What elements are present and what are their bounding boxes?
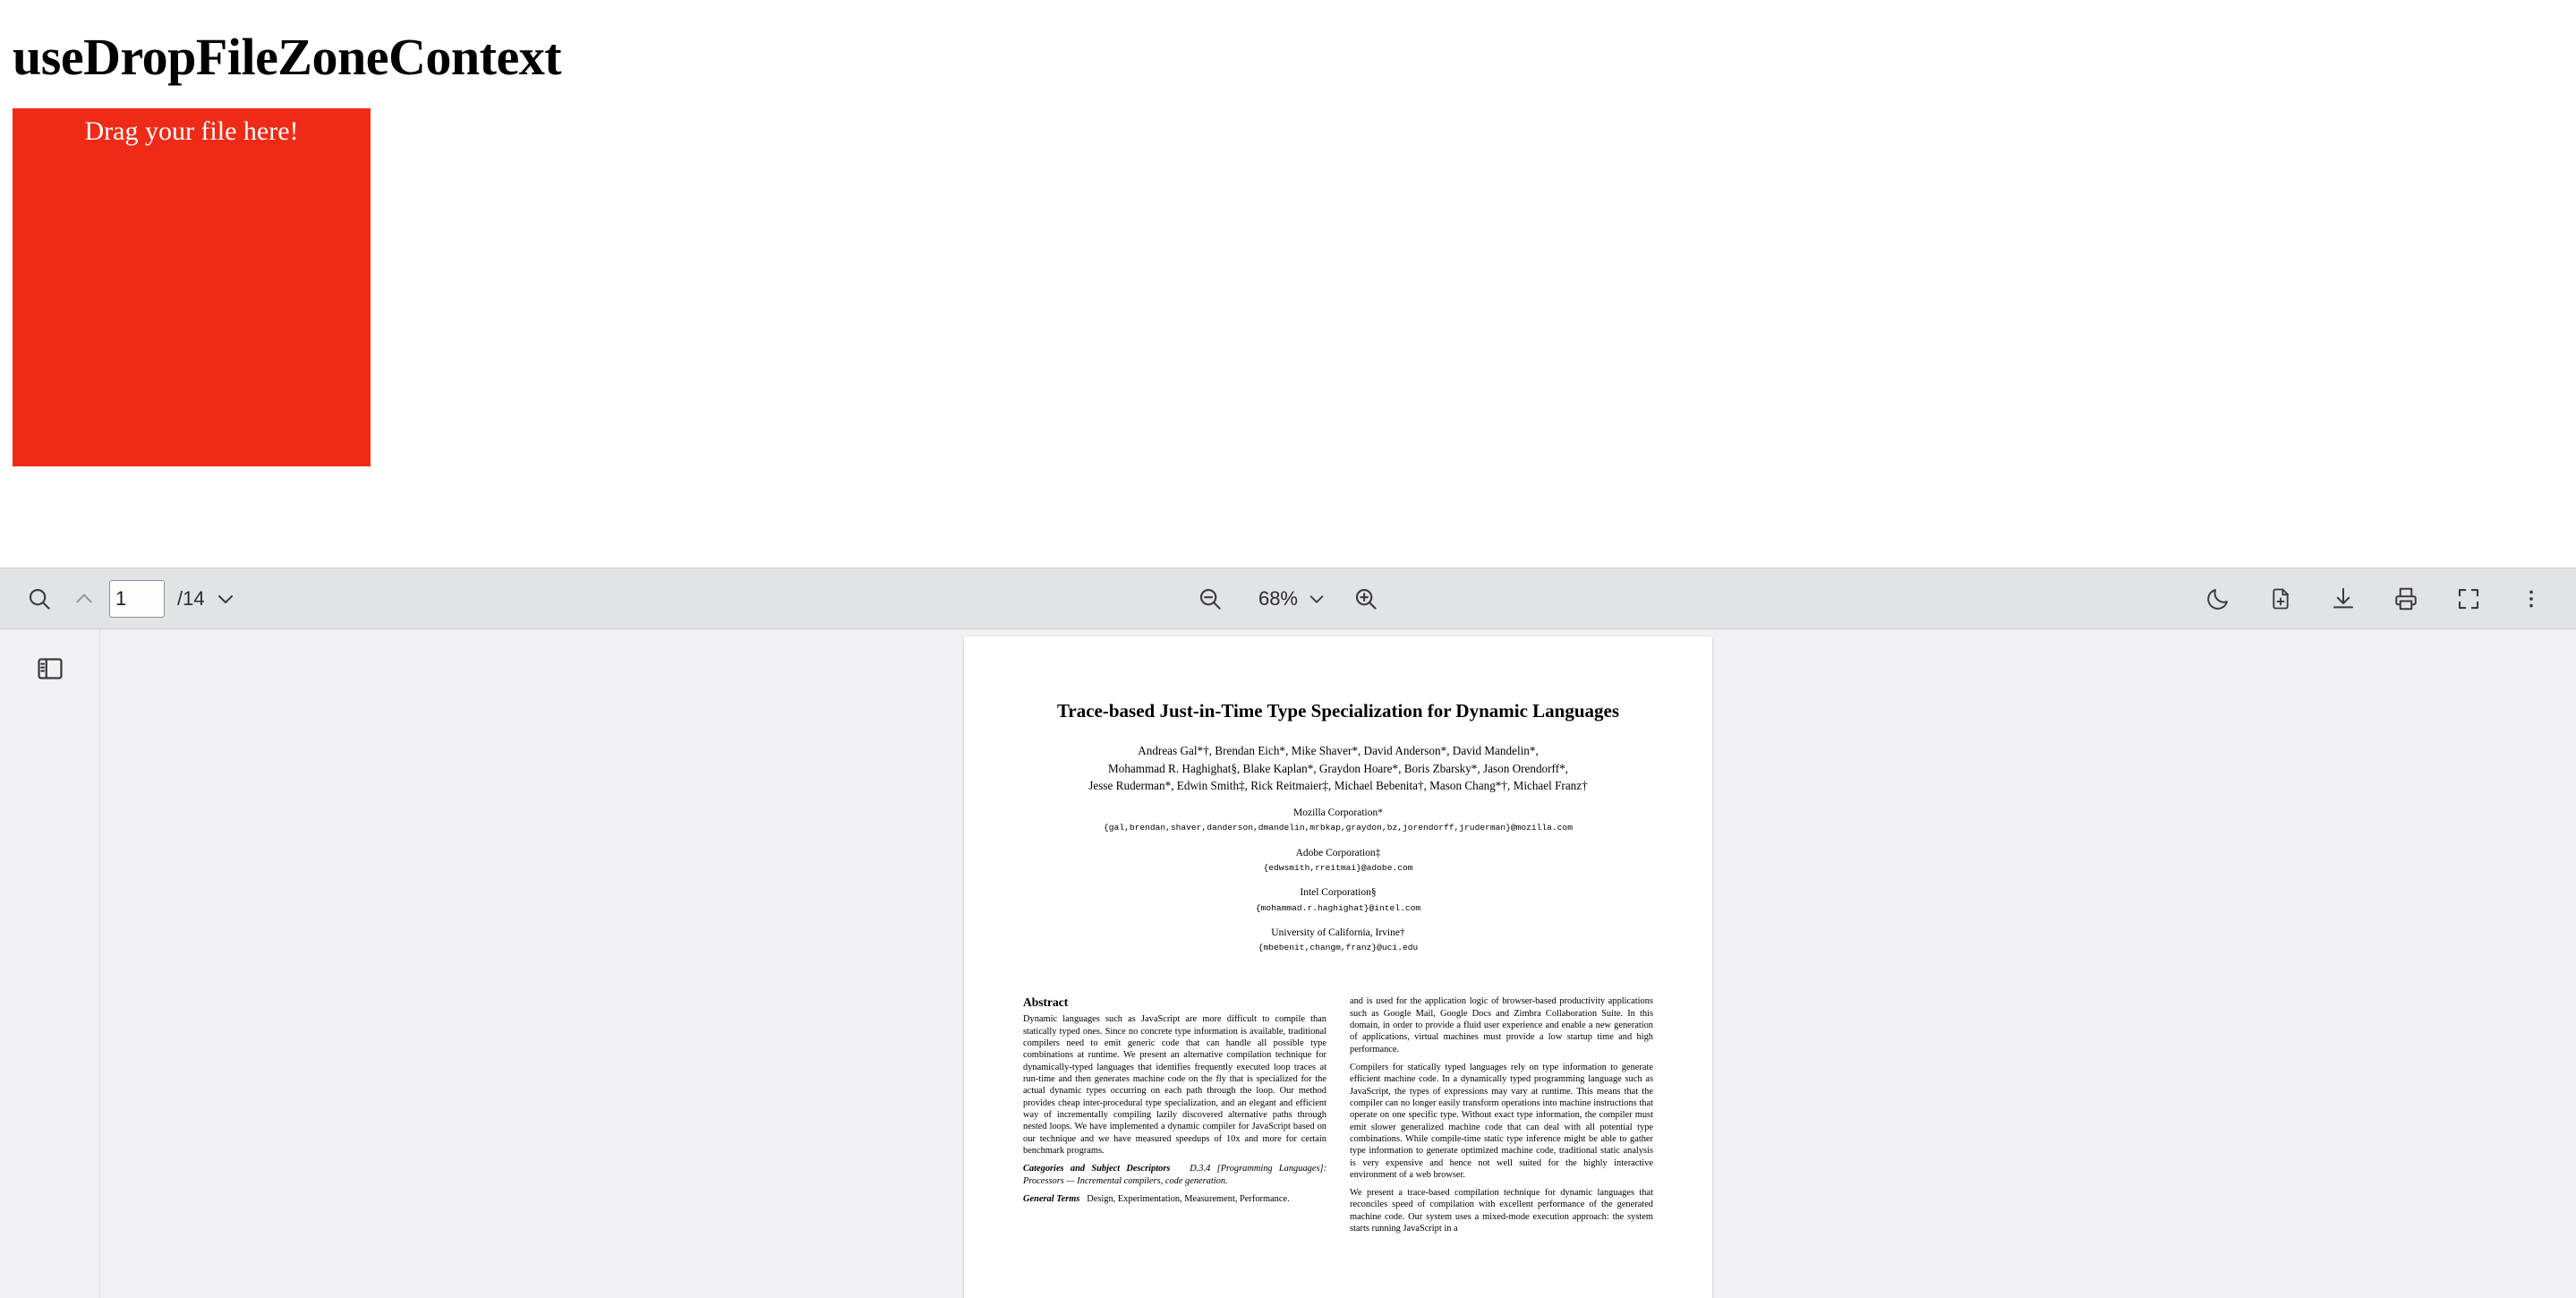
previous-page-icon[interactable] [64, 579, 104, 619]
zoom-in-icon[interactable] [1346, 579, 1386, 619]
author-line: Mohammad R. Haghighat§, Blake Kaplan*, Graydon Hoare*, Boris Zbarsky*, Jason Orendorff*, [1108, 761, 1568, 775]
general-terms-line [1023, 1193, 1326, 1205]
affiliation-block [1023, 806, 1653, 835]
author-line: Andreas Gal*†, Brendan Eich*, Mike Shaver*, David Anderson*, David Mandelin*, [1138, 743, 1539, 757]
file-dropzone[interactable] [13, 108, 371, 466]
abstract-heading: Abstract [1023, 995, 1069, 1010]
general-terms-label: General Terms [1023, 1193, 1080, 1204]
pdf-page-1 [964, 636, 1712, 1298]
affiliation-name: Adobe Corporation‡ [1295, 847, 1381, 858]
affiliation-name: Intel Corporation§ [1300, 887, 1377, 899]
affiliation-email: {mohammad.r.haghighat}@intel.com [1255, 902, 1421, 913]
affiliation-email: {gal,brendan,shaver,danderson,dmandelin,mrbkap,graydon,bz,jorendorff,jruderman}@mozilla.com [1104, 823, 1573, 833]
pdf-sidebar-rail [0, 629, 100, 1298]
toolbar-left-group [0, 579, 241, 619]
affiliation-email: {mbebenit,changm,franz}@uci.edu [1258, 943, 1419, 953]
abstract-paragraph: Dynamic languages such as JavaScript are more difficult to compile than statically typed ones. Since no concrete type information is available, traditional compilers need to emit generic code that can handle all possible type combinations at runtime. We present an alternative compilation technique for dynamically-typed languages that identifies frequently executed loop traces at run-time and then generates machine code on the fly that is specialized for the actual dynamic types occurring on each path through the loop. Our method provides cheap inter-procedural type specialization, and an elegant and efficient way of incrementally compiling lazily discovered alternative paths through nested loops. We have implemented a dynamic compiler for JavaScript based on our technique and we have measured speedups of 10x and more for certain benchmark programs. [1023, 1014, 1326, 1156]
pdf-toolbar [0, 568, 2576, 629]
affiliation-block [1023, 846, 1653, 875]
more-vertical-icon[interactable] [2512, 579, 2551, 619]
column-left [1023, 995, 1326, 1241]
pdf-document-scroll[interactable] [100, 629, 2576, 1298]
body-paragraph: and is used for the application logic of browser-based productivity applications such as Google Mail, Google Docs and Zimbra Collaboration Suite. In this domain, in order to provide a fluid user experience and enable a new generation of applications, virtual machines must provide a low startup time and high performance. [1350, 996, 1653, 1055]
toolbar-right-group [2198, 579, 2576, 619]
document-title: Trace-based Just-in-Time Type Specialization for Dynamic Languages [1056, 700, 1620, 722]
affiliation-email: {edwsmith,rreitmai}@adobe.com [1263, 862, 1413, 873]
pdf-viewer [0, 568, 2576, 1298]
pdf-viewer-body [0, 629, 2576, 1298]
page-count-label: /14 [177, 586, 205, 610]
affiliation-name: University of California, Irvine† [1271, 927, 1405, 938]
author-line: Jesse Ruderman*, Edwin Smith‡, Rick Reitmaier‡, Michael Bebenita†, Mason Chang*†, Michael Franz† [1088, 779, 1588, 793]
page-title: useDropFileZoneContext [13, 28, 562, 86]
column-right [1350, 995, 1653, 1241]
app-root [0, 27, 2576, 1298]
document-authors [1023, 742, 1653, 795]
general-terms-text: Design, Experimentation, Measurement, Performance. [1087, 1193, 1290, 1204]
demo-section [0, 27, 2576, 466]
chevron-down-icon[interactable] [1301, 581, 1332, 617]
download-icon[interactable] [2324, 579, 2363, 619]
file-add-icon[interactable] [2261, 579, 2300, 619]
fullscreen-icon[interactable] [2449, 579, 2488, 619]
zoom-value-label: 68% [1258, 586, 1298, 610]
document-columns [1023, 995, 1653, 1241]
categories-line [1023, 1163, 1326, 1187]
categories-text: D.3.4 [Programming Languages]: Processors — Incremental compilers, code generation. [1023, 1164, 1327, 1186]
print-icon[interactable] [2386, 579, 2426, 619]
body-paragraph: Compilers for statically typed languages rely on type information to generate efficient machine code. In a dynamically typed programming language such as JavaScript, the types of expressions may vary at runtime. This means that the compiler can no longer easily transform operations into machine instructions that operate on one specific type. Without exact type information, the compiler must emit slower generalized machine code that can deal with all potential type combinations. While compile-time static type inference might be able to gather type information to generate optimized machine code, traditional static analysis is very expensive and hence not well suited for the highly interactive environment of a web browser. [1350, 1063, 1653, 1180]
affiliation-block [1023, 926, 1653, 955]
moon-icon[interactable] [2198, 579, 2238, 619]
categories-label: Categories and Subject Descriptors [1023, 1164, 1171, 1174]
chevron-down-icon[interactable] [210, 581, 241, 617]
search-icon[interactable] [20, 579, 59, 619]
body-paragraph: We present a trace-based compilation technique for dynamic languages that reconciles speed of compilation with excellent performance of the generated machine code. Our system uses a mixed-mode execution approach: the system starts running JavaScript in a [1350, 1188, 1653, 1234]
toolbar-zoom-group [1190, 579, 1386, 619]
page-number-input[interactable] [109, 580, 165, 618]
affiliation-block [1023, 885, 1653, 915]
zoom-select[interactable] [1244, 581, 1332, 617]
sidebar-toggle-icon[interactable] [29, 647, 72, 690]
zoom-out-icon[interactable] [1190, 579, 1230, 619]
dropzone-label: Drag your file here! [84, 116, 299, 146]
affiliation-name: Mozilla Corporation* [1293, 807, 1383, 819]
